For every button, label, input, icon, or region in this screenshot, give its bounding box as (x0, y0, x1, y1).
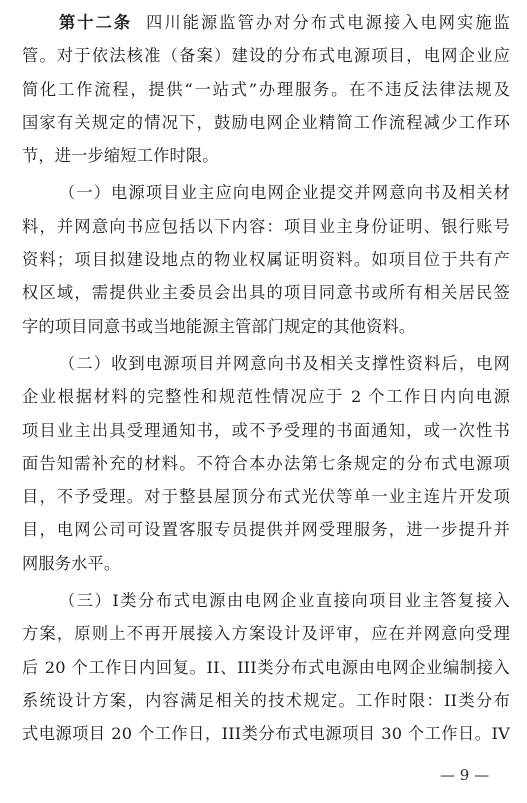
article-label: 第十二条 (59, 13, 133, 32)
item-line: 企业根据材料的完整性和规范性情况应于 2 个工作日内向电源 (22, 387, 510, 407)
article-first-line (22, 6, 510, 39)
item-line: （一）电源项目业主应向电网企业提交并网意向书及相关材 (59, 183, 510, 203)
article-line: 简化工作流程，提供“一站式”办理服务。在不违反法律法规及 (22, 79, 510, 99)
item-3-paragraph (22, 584, 510, 750)
item-line: （三）I类分布式电源由电网企业直接向项目业主答复接入 (59, 591, 510, 611)
item-line: 网服务水平。 (22, 553, 121, 573)
item-line: 面告知需补充的材料。不符合本办法第七条规定的分布式电源项 (22, 453, 510, 473)
article-line: 节，进一步缩短工作时限。 (22, 146, 219, 166)
article-line: 国家有关规定的情况下，鼓励电网企业精简工作流程减少工作环 (22, 112, 510, 132)
item-line: （二）收到电源项目并网意向书及相关支撑性资料后，电网 (59, 353, 510, 373)
item-2-paragraph (22, 347, 510, 580)
item-line: 项目业主出具受理通知书，或不予受理的书面通知，或一次性书 (22, 420, 510, 440)
item-line: 式电源项目 20 个工作日，III类分布式电源项目 30 个工作日。IV (22, 724, 510, 744)
item-line: 料，并网意向书应包括以下内容：项目业主身份证明、银行账号 (22, 216, 510, 236)
item-line: 目，电网公司可设置客服专员提供并网受理服务，进一步提升并 (22, 520, 510, 540)
item-line: 后 20 个工作日内回复。II、III类分布式电源由电网企业编制接入 (22, 657, 510, 677)
item-1-paragraph (22, 176, 510, 342)
document-page (22, 6, 510, 755)
item-line: 资料；项目拟建设地点的物业权属证明资料。如项目位于共有产 (22, 250, 510, 270)
item-line: 方案，原则上不再开展接入方案设计及评审，应在并网意向受理 (22, 624, 510, 644)
item-line: 系统设计方案，内容满足相关的技术规定。工作时限：II类分布 (22, 690, 510, 710)
article-12-paragraph (22, 6, 510, 172)
article-line: 管。对于依法核准（备案）建设的分布式电源项目，电网企业应 (22, 46, 510, 66)
item-line: 权区域，需提供业主委员会出具的项目同意书或所有相关居民签 (22, 283, 510, 303)
item-line: 字的项目同意书或当地能源主管部门规定的其他资料。 (22, 316, 416, 336)
page-number: — 9 — (440, 766, 490, 784)
article-line: 四川能源监管办对分布式电源接入电网实施监 (146, 13, 510, 32)
item-line: 目，不予受理。对于整县屋顶分布式光伏等单一业主连片开发项 (22, 487, 510, 507)
